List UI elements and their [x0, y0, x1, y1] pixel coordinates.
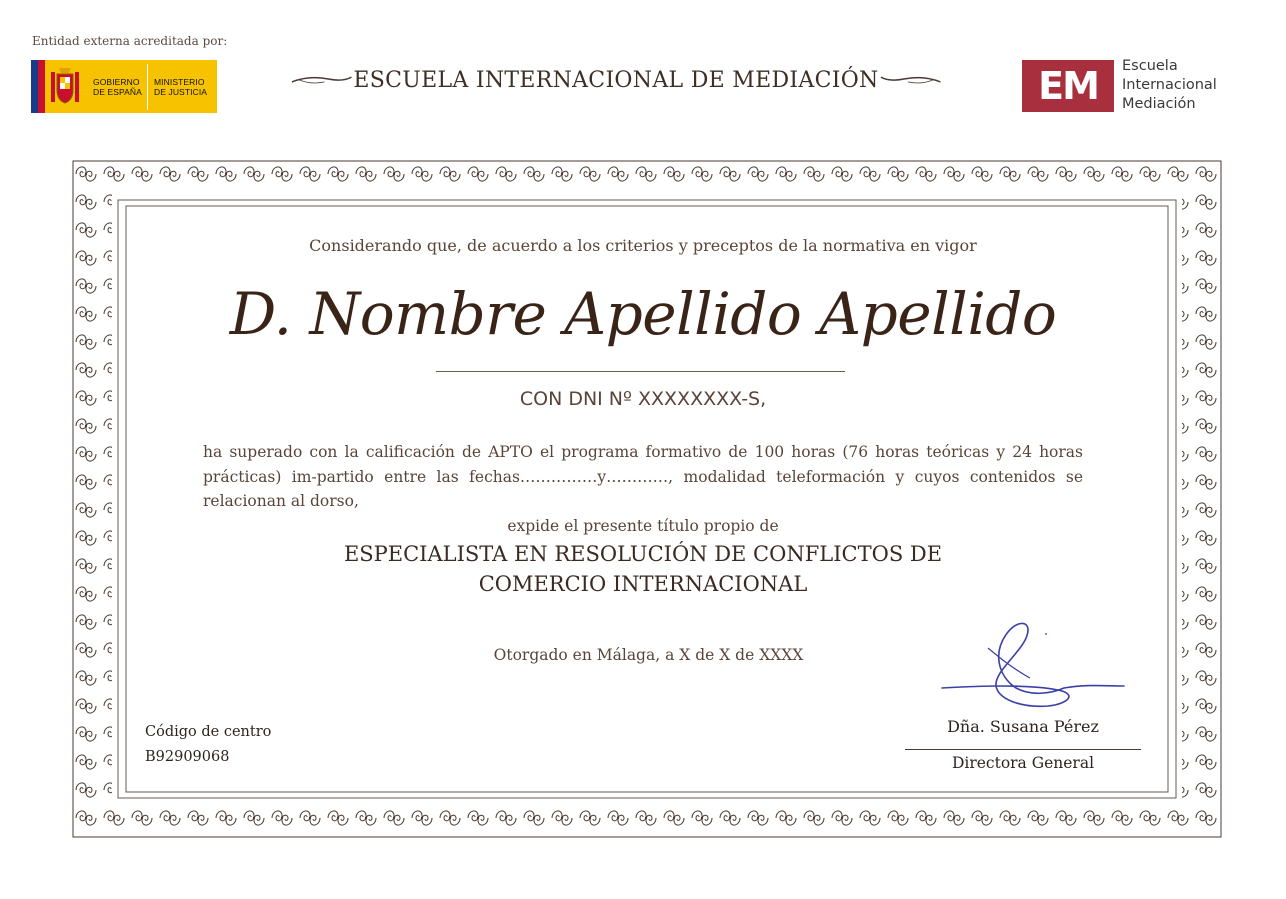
degree-title	[0, 539, 1286, 599]
gobierno-text: GOBIERNO DE ESPAÑA	[93, 76, 142, 97]
degree-line-1: ESPECIALISTA EN RESOLUCIÓN DE CONFLICTOS DE	[343, 542, 943, 566]
em-name: Escuela Internacional Mediación	[1122, 58, 1217, 112]
signature-icon	[938, 618, 1128, 710]
center-code-label: Código de centro	[145, 724, 272, 740]
gobierno-espana-logo	[31, 60, 217, 113]
granted-text: Otorgado en Málaga, a X de X de XXXX	[493, 646, 804, 664]
em-logo	[1022, 57, 1217, 114]
school-title-block	[290, 62, 942, 98]
spain-flag-icon	[31, 60, 45, 113]
school-title: ESCUELA INTERNACIONAL DE MEDIACIÓN	[353, 67, 879, 93]
name-underline	[436, 371, 845, 372]
coat-of-arms-icon	[45, 60, 85, 113]
degree-line-2: COMERCIO INTERNACIONAL	[478, 572, 808, 596]
ministerio-text: MINISTERIO DE JUSTICIA	[154, 76, 208, 97]
signer-name: Dña. Susana Pérez	[947, 717, 1099, 736]
em-mark: EM	[1022, 60, 1114, 112]
signature-line	[905, 749, 1141, 750]
right-flourish-icon	[879, 73, 942, 87]
signer-role: Directora General	[951, 754, 1095, 772]
body-last-line: expide el presente título propio de	[507, 516, 779, 535]
body-main: ha superado con la calificación de APTO el programa formativo de 100 horas (76 horas teóricas y 24 horas prácticas) im-partido entre las fechas……………y…………, modalidad teleformación y cuyos contenidos se relacionan al dorso,	[203, 443, 1083, 510]
left-flourish-icon	[290, 73, 353, 87]
dni-text: CON DNI Nº XXXXXXXX-S,	[519, 388, 767, 410]
certificate-body	[203, 440, 1083, 538]
accredited-label: Entidad externa acreditada por:	[32, 34, 228, 48]
center-code-value: B92909068	[145, 749, 230, 765]
recipient-name: D. Nombre Apellido Apellido	[229, 280, 1057, 348]
considering-text: Considerando que, de acuerdo a los criterios y preceptos de la normativa en vigor	[309, 236, 977, 255]
